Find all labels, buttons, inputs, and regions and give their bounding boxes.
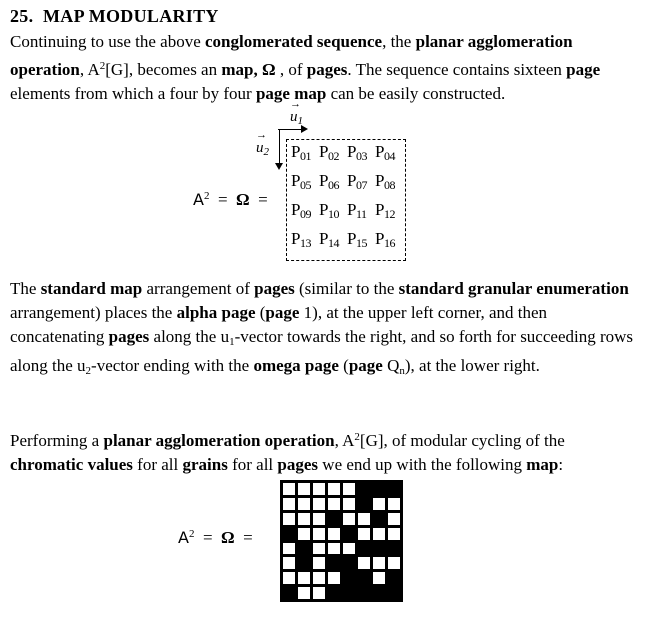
page-number: 13 xyxy=(299,236,311,250)
map-cell-white xyxy=(298,483,310,495)
map-cell-white xyxy=(388,557,400,569)
equals-sign: = xyxy=(217,190,228,209)
page-number: 06 xyxy=(327,178,339,192)
page-letter: P xyxy=(347,171,356,190)
arrangement-term: pages xyxy=(254,279,295,298)
map-cell-black xyxy=(343,528,355,540)
page-cell xyxy=(347,142,375,171)
section-number: 25. xyxy=(10,6,34,26)
map-cell-white xyxy=(373,572,385,584)
page-cell xyxy=(291,171,319,200)
subscript: 2 xyxy=(85,365,92,377)
arrangement-term: pages xyxy=(108,327,150,346)
intro-text: can be easily constructed. xyxy=(326,84,506,103)
omega-symbol: Ω xyxy=(221,528,235,547)
arrangement-term: standard map xyxy=(40,279,143,298)
arrangement-term: standard granular enumeration xyxy=(398,279,629,298)
page-letter: P xyxy=(319,171,328,190)
operation-term: grains xyxy=(182,455,228,474)
map-cell-white xyxy=(373,528,385,540)
page-letter: P xyxy=(375,229,384,248)
operation-term: chromatic values xyxy=(10,455,133,474)
agglomeration-symbol: A xyxy=(193,190,204,209)
intro-text: Continuing to use the above xyxy=(10,32,206,51)
chromatic-map-equation xyxy=(178,528,253,548)
operation-term: planar agglomeration operation xyxy=(103,431,335,450)
map-cell-black xyxy=(358,498,370,510)
map-cell-black xyxy=(373,513,385,525)
map-cell-black xyxy=(298,543,310,555)
section-title: MAP MODULARITY xyxy=(43,6,219,26)
intro-text: , the xyxy=(382,32,416,51)
map-cell-white xyxy=(313,557,325,569)
map-cell-black xyxy=(343,587,355,599)
page-number: 05 xyxy=(299,178,311,192)
page-number: 12 xyxy=(383,207,395,221)
arrangement-text: arrangement of xyxy=(142,279,255,298)
map-cell-white xyxy=(373,557,385,569)
intro-term: map, Ω xyxy=(221,60,276,79)
operation-text: we end up with the following xyxy=(318,455,527,474)
operation-term: pages xyxy=(277,455,319,474)
map-cell-black xyxy=(388,572,400,584)
map-cell-white xyxy=(298,528,310,540)
subscript: n xyxy=(399,365,405,377)
map-cell-white xyxy=(343,498,355,510)
page-cell xyxy=(319,171,347,200)
map-cell-white xyxy=(283,572,295,584)
operation-text: for all xyxy=(132,455,183,474)
map-cell-black xyxy=(343,557,355,569)
u1-arrow-icon xyxy=(278,129,302,130)
intro-term: planar agglomeration operation xyxy=(10,32,573,79)
intro-text: [G], becomes an xyxy=(105,60,222,79)
arrangement-text: -vector ending with the xyxy=(91,356,254,375)
intro-term: pages xyxy=(306,60,348,79)
map-cell-white xyxy=(388,528,400,540)
map-cell-white xyxy=(328,483,340,495)
map-cell-white xyxy=(328,498,340,510)
intro-text: elements from which a four by four xyxy=(10,84,256,103)
arrangement-text: along the u xyxy=(149,327,230,346)
page-number: 10 xyxy=(327,207,339,221)
map-cell-black xyxy=(358,587,370,599)
page-cell xyxy=(291,200,319,229)
map-cell-white xyxy=(283,543,295,555)
arrangement-term: alpha page xyxy=(176,303,256,322)
page-letter: P xyxy=(347,200,356,219)
page-number: 11 xyxy=(355,207,367,221)
page-letter: P xyxy=(319,200,328,219)
page-cell xyxy=(375,200,403,229)
operation-text: , A xyxy=(334,431,355,450)
page-cell xyxy=(319,142,347,171)
u2-symbol: → u xyxy=(256,140,264,157)
arrangement-text: -vector towards the right, and so forth for succeeding rows along the u xyxy=(10,327,634,375)
page-number: 02 xyxy=(327,149,339,163)
page-letter: P xyxy=(347,142,356,161)
map-cell-black xyxy=(373,483,385,495)
page-letter: P xyxy=(319,229,328,248)
page-cell xyxy=(291,229,319,258)
map-cell-white xyxy=(298,498,310,510)
page-map-grid xyxy=(286,139,406,261)
map-cell-black xyxy=(283,587,295,599)
map-cell-white xyxy=(313,587,325,599)
map-cell-black xyxy=(358,483,370,495)
page-cell xyxy=(375,142,403,171)
map-cell-black xyxy=(328,587,340,599)
arrangement-text: (similar to the xyxy=(294,279,399,298)
intro-term: conglomerated sequence xyxy=(205,32,383,51)
map-cell-black xyxy=(373,543,385,555)
page-cell xyxy=(375,171,403,200)
map-cell-white xyxy=(328,543,340,555)
map-cell-black xyxy=(298,557,310,569)
page-cell xyxy=(347,200,375,229)
page-letter: P xyxy=(375,171,384,190)
intro-term: page xyxy=(566,60,601,79)
operation-text: Performing a xyxy=(10,431,104,450)
arrangement-text: The xyxy=(10,279,41,298)
page-number: 16 xyxy=(383,236,395,250)
map-cell-black xyxy=(328,513,340,525)
map-cell-black xyxy=(388,483,400,495)
map-cell-white xyxy=(328,572,340,584)
map-cell-black xyxy=(388,543,400,555)
map-cell-white xyxy=(298,513,310,525)
page-cell xyxy=(319,200,347,229)
arrangement-paragraph xyxy=(10,277,635,383)
map-cell-white xyxy=(373,498,385,510)
section-heading xyxy=(10,6,219,27)
map-cell-white xyxy=(283,483,295,495)
equals-sign: = xyxy=(258,190,268,209)
page-number: 14 xyxy=(327,236,339,250)
arrangement-text: 1), at the upper left corner, and then concatenating xyxy=(10,303,548,346)
page-letter: P xyxy=(375,200,384,219)
map-cell-black xyxy=(328,557,340,569)
arrangement-term: page xyxy=(348,356,383,375)
map-cell-black xyxy=(343,572,355,584)
map-cell-black xyxy=(283,528,295,540)
map-cell-white xyxy=(313,543,325,555)
map-cell-white xyxy=(343,483,355,495)
agglomeration-symbol: A xyxy=(178,528,189,547)
map-cell-white xyxy=(343,543,355,555)
map-cell-white xyxy=(358,557,370,569)
subscript: 1 xyxy=(229,336,235,348)
page-cell xyxy=(291,142,319,171)
map-cell-white xyxy=(313,483,325,495)
page-number: 04 xyxy=(383,149,395,163)
page-number: 15 xyxy=(355,236,367,250)
omega-symbol: Ω xyxy=(236,190,250,209)
map-cell-black xyxy=(358,572,370,584)
u1-subscript: 1 xyxy=(297,115,303,127)
u2-vector-label xyxy=(256,140,269,158)
superscript: 2 xyxy=(354,431,360,443)
operation-text: : xyxy=(558,455,564,474)
page-letter: P xyxy=(375,142,384,161)
page-letter: P xyxy=(291,200,300,219)
page-cell xyxy=(347,171,375,200)
superscript: 2 xyxy=(188,528,195,540)
arrangement-text: Q xyxy=(382,356,400,375)
operation-paragraph xyxy=(10,425,635,477)
page-letter: P xyxy=(319,142,328,161)
map-cell-white xyxy=(313,572,325,584)
operation-text: [G], of modular cycling of the xyxy=(359,431,565,450)
arrangement-text: arrangement) places the xyxy=(10,303,177,322)
intro-term: page map xyxy=(255,84,327,103)
map-cell-white xyxy=(298,587,310,599)
map-cell-black xyxy=(373,587,385,599)
map-cell-white xyxy=(328,528,340,540)
intro-text: . The sequence contains sixteen xyxy=(347,60,567,79)
map-cell-white xyxy=(388,513,400,525)
map-cell-white xyxy=(283,513,295,525)
intro-text: , of xyxy=(275,60,307,79)
map-cell-white xyxy=(343,513,355,525)
page-cell xyxy=(319,229,347,258)
arrangement-term: omega page xyxy=(253,356,339,375)
map-cell-black xyxy=(388,587,400,599)
arrangement-text: ), at the lower right. xyxy=(404,356,540,375)
map-cell-white xyxy=(283,557,295,569)
page-number: 03 xyxy=(355,149,367,163)
operation-text: for all xyxy=(227,455,278,474)
chromatic-map-grid xyxy=(280,480,403,602)
map-cell-white xyxy=(283,498,295,510)
intro-paragraph xyxy=(10,30,635,106)
page-number: 01 xyxy=(299,149,311,163)
map-cell-white xyxy=(388,498,400,510)
map-cell-white xyxy=(313,513,325,525)
u2-subscript: 2 xyxy=(263,146,269,158)
intro-text: , A xyxy=(79,60,100,79)
page-letter: P xyxy=(291,171,300,190)
map-cell-black xyxy=(358,543,370,555)
arrangement-text: ( xyxy=(255,303,266,322)
u1-symbol: → u xyxy=(290,109,298,126)
map-cell-white xyxy=(313,498,325,510)
map-cell-white xyxy=(358,528,370,540)
equals-sign: = xyxy=(243,528,253,547)
superscript: 2 xyxy=(203,190,210,202)
operation-term: map xyxy=(526,455,559,474)
page-number: 07 xyxy=(355,178,367,192)
page-letter: P xyxy=(347,229,356,248)
map-cell-white xyxy=(358,513,370,525)
page-cell xyxy=(347,229,375,258)
equals-sign: = xyxy=(202,528,213,547)
page-number: 08 xyxy=(383,178,395,192)
page-cell xyxy=(375,229,403,258)
page-map-equation xyxy=(193,190,268,210)
map-cell-white xyxy=(313,528,325,540)
arrangement-text: ( xyxy=(338,356,349,375)
u2-arrow-icon xyxy=(279,130,280,164)
map-cell-white xyxy=(298,572,310,584)
page-letter: P xyxy=(291,229,300,248)
superscript: 2 xyxy=(99,60,106,72)
page-letter: P xyxy=(291,142,300,161)
page-number: 09 xyxy=(299,207,311,221)
arrangement-term: page xyxy=(265,303,300,322)
